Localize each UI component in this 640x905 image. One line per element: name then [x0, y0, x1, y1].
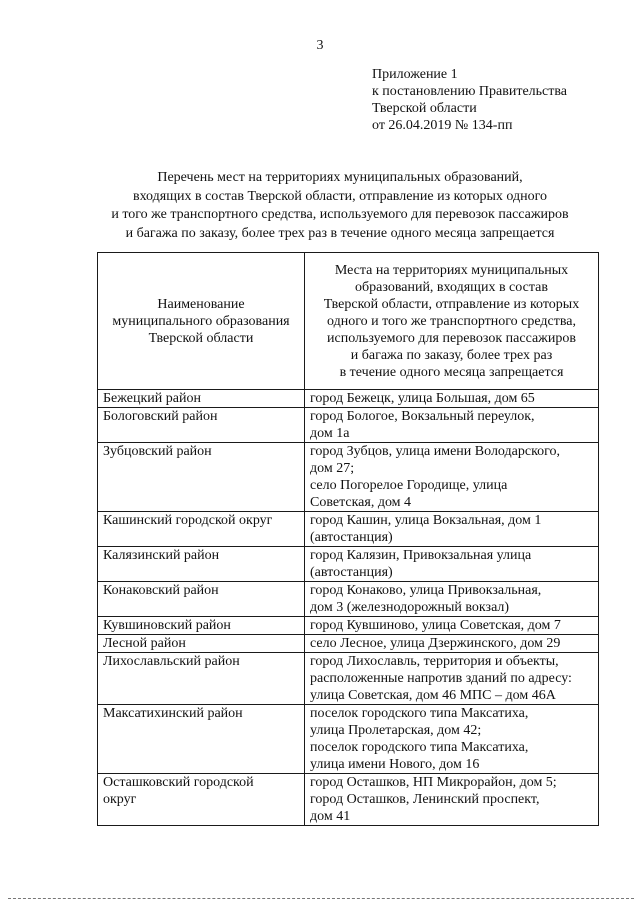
municipality-cell: Кувшиновский район — [98, 617, 305, 635]
municipality-cell: Конаковский район — [98, 582, 305, 617]
header-places: Места на территориях муниципальных образований, входящих в состав Тверской области, отправление из которых одного и того же транспортного средства, используемого для перевозок пассажиров и багажа по заказу, более трех раз в течение одного месяца запрещается — [305, 253, 599, 390]
municipality-cell: Зубцовский район — [98, 443, 305, 512]
places-cell: город Лихославль, территория и объекты, расположенные напротив зданий по адресу: улица Советская, дом 46 МПС – дом 46А — [305, 653, 599, 705]
table-header-row — [98, 253, 599, 390]
table-row — [98, 705, 599, 774]
table-row — [98, 443, 599, 512]
title-line: входящих в состав Тверской области, отправление из которых одного — [132, 188, 548, 204]
table-row — [98, 547, 599, 582]
page-bottom-edge — [8, 898, 634, 899]
appendix-line: от 26.04.2019 № 134-пп — [372, 118, 513, 133]
places-cell: город Калязин, Привокзальная улица (автостанция) — [305, 547, 599, 582]
title-line: Перечень мест на территориях муниципальных образований, — [157, 170, 523, 185]
table-row — [98, 512, 599, 547]
places-cell: город Зубцов, улица имени Володарского, дом 27; село Погорелое Городище, улица Советская, дом 4 — [305, 443, 599, 512]
places-cell: город Осташков, НП Микрорайон, дом 5; город Осташков, Ленинский проспект, дом 41 — [305, 774, 599, 826]
appendix-line: Приложение 1 — [372, 67, 458, 82]
places-cell: город Конаково, улица Привокзальная, дом 3 (железнодорожный вокзал) — [305, 582, 599, 617]
appendix-header — [372, 66, 632, 134]
title-line: и багажа по заказу, более трех раз в течение одного месяца запрещается — [125, 225, 555, 241]
places-cell: город Бологое, Вокзальный переулок, дом 1а — [305, 408, 599, 443]
municipality-cell: Лесной район — [98, 635, 305, 653]
places-cell: село Лесное, улица Дзержинского, дом 29 — [305, 635, 599, 653]
table-row — [98, 774, 599, 826]
document-title — [40, 169, 640, 243]
municipality-cell: Бологовский район — [98, 408, 305, 443]
municipality-cell: Бежецкий район — [98, 390, 305, 408]
municipality-cell: Калязинский район — [98, 547, 305, 582]
table-row — [98, 408, 599, 443]
places-cell: город Бежецк, улица Большая, дом 65 — [305, 390, 599, 408]
table-row — [98, 653, 599, 705]
appendix-line: Тверской области — [372, 101, 477, 116]
table-row — [98, 390, 599, 408]
municipality-cell: Кашинский городской округ — [98, 512, 305, 547]
places-cell: поселок городского типа Максатиха, улица Пролетарская, дом 42; поселок городского типа Максатиха, улица имени Нового, дом 16 — [305, 705, 599, 774]
appendix-line: к постановлению Правительства — [372, 84, 568, 99]
header-municipality: Наименование муниципального образования Тверской области — [98, 253, 305, 390]
municipality-cell: Максатихинский район — [98, 705, 305, 774]
places-cell: город Кашин, улица Вокзальная, дом 1 (автостанция) — [305, 512, 599, 547]
table-body — [98, 390, 599, 826]
title-line: и того же транспортного средства, используемого для перевозок пассажиров — [111, 207, 569, 222]
table-row — [98, 617, 599, 635]
places-table — [97, 252, 599, 826]
page-number: 3 — [316, 38, 324, 53]
places-cell: город Кувшиново, улица Советская, дом 7 — [305, 617, 599, 635]
table-row — [98, 635, 599, 653]
table-row — [98, 582, 599, 617]
municipality-cell: Осташковский городской округ — [98, 774, 305, 826]
municipality-cell: Лихославльский район — [98, 653, 305, 705]
